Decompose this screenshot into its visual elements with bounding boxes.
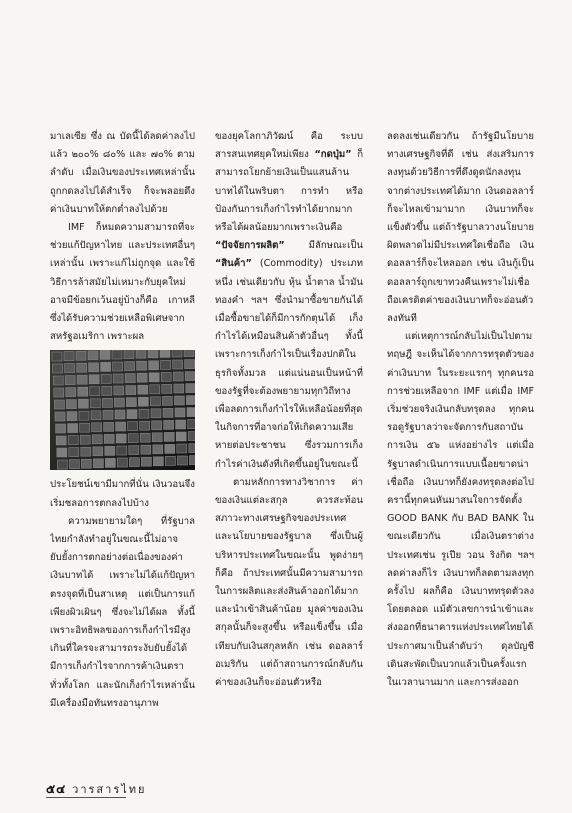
display-tile [80,424,90,433]
display-tile [150,385,160,394]
display-tile [148,350,158,358]
text-column-3 [387,128,534,768]
display-tile [188,432,195,441]
display-tile [177,456,187,465]
display-tile [66,400,76,409]
display-tile [91,411,101,420]
display-tile [127,410,137,419]
display-tile [81,460,91,469]
paragraph [215,128,363,474]
display-tile [175,408,185,417]
display-tile [176,432,186,441]
display-tile [113,362,123,371]
display-tile [104,423,114,432]
display-tile [136,350,146,358]
paragraph: ความพยายามใดๆ ที่รัฐบาลไทยกำลังทำอยู่ในขณะนี้ไม่อาจยับยั้งการตกอย่างต่อเนื่องของค่าเงินบาทได้ เพราะไม่ได้แก้ปัญหาตรงจุดที่เป็นสาเหตุ แต่เป็นการแก้เพียงผิวเผินๆ ซึ่งจะไม่ได้ผล ทั้งนี้เพราะอิทธิพลของการเก็งกำไรมีสูงเกินที่ใครจะสามารถระงับยับยั้งได้ มีการเก็งกำไรจากการค้าเงินตราทั่วทั้งโลก และนักเก็งกำไรเหล่านั้นมีเครื่องมือทันทรงอานุภาพ [50,515,195,709]
display-tile [138,386,148,395]
text-run: (Commodity) ประเภทหนึ่ง เช่นเดียวกับ หุ้น น้ำตาล น้ำมัน ทองคำ ฯลฯ ซึ่งนำมาซื้อขายกันได้ เมื่อซื้อขายได้ก็มีการกักตุนได้ เก็งกำไรได้เหมือนสินค้าตัวอื่นๆ ทั้งนี้เพราะการเก็งกำไรเป็นเรื่องปกติในธุรกิจทั้งมวล แต่แน่นอนเป็นหน้าที่ของรัฐที่จะต้องพยายามทุกวิถีทาง เพื่อลดการเก็งกำไรให้เหลือน้อยที่สุดในกิจการที่อาจก่อให้เกิดความเสียหายต่อประชาชน ซึ่งรวมการเก็งกำไรค่าเงินดังที่เกิดขึ้นอยู่ในขณะนี้ [215,258,363,470]
display-tile [102,387,112,396]
paragraph: ตามหลักการทางวิชาการ ค่าของเงินแต่ละสกุล ควรสะท้อนสภาวะทางเศรษฐกิจของประเทศและนโยบายของรัฐบาล ซึ่งเป็นผู้บริหารประเทศในขณะนั้น พูดง่ายๆ ก็คือ ถ้าประเทศนั้นมีความสามารถในการผลิตและส่งสินค้าออกได้มาก และนำเข้าสินค้าน้อย มูลค่าของเงินสกุลนั้นก็จะสูงขึ้น หรือแข็งขึ้น เมื่อเทียบกับเงินสกุลหลัก เช่น ดอลลาร์อเมริกัน แต่ถ้าสถานการณ์กลับกันค่าของเงินก็จะอ่อนตัวหรือ [215,476,363,689]
display-tile [153,457,163,466]
display-tile [117,446,127,455]
paragraph: มาเลเซีย ซึ่ง ณ บัดนี้ได้ลดค่าลงไปแล้ว ๒๐๐% ๘๐% และ ๗๐% ตามลำดับ เมื่อเงินของประเทศเหล่านั้นถูกกดลงไปได้สำเร็จ ก็จะพลอยดึงค่าเงินบาทให้ตกต่ำลงไปด้วย [50,131,195,215]
display-tile [90,387,100,396]
display-tile [141,446,151,455]
display-tile [57,448,67,457]
photo-graphic [50,350,195,470]
display-tile [112,350,122,359]
text-column-1 [50,128,195,768]
display-tile [57,460,67,469]
quoted-term: “สินค้า” [215,258,252,270]
display-tile [68,436,78,445]
display-tile [189,456,195,465]
display-tile [163,409,173,418]
display-tile [125,362,135,371]
display-tile [174,384,184,393]
display-tile [161,361,171,370]
display-tile [153,445,163,454]
display-tile [54,388,64,397]
text-run: ก็สามารถโยกย้ายเงินเป็นแสนล้านบาทได้ในพริบตา การทำ หรือป้องกันการเก็งกำไรทำได้ยากมาก หรือได้ผลน้อยมากเพราะเงินคือ [215,149,363,234]
display-tile [77,364,87,373]
display-tile [161,373,171,382]
display-tile [65,376,75,385]
paragraph: แต่เหตุการณ์กลับไม่เป็นไปตามทฤษฎี จะเห็นได้จากการทรุดตัวของค่าเงินบาท ในระยะแรกๆ ทุกคนรอการช่วยเหลือจาก IMF แต่เมื่อ IMF เริ่มช่วยจริงเงินกลับทรุดลง ทุกคนรอดูรัฐบาลว่าจะจัดการกับสถาบันการเงิน ๕๖ แห่งอย่างไร แต่เมื่อรัฐบาลดำเนินการแบบเนื้อยขาดน่าเชื่อถือ เงินบาทก็ยังคงทรุดลงต่อไป ครานี้ทุกคนหันมาสนใจการจัดตั้ง GOOD BANK กับ BAD BANK ในขณะเดียวกัน เมื่อเงินตราต่างประเทศเช่น รูเปีย วอน ริงกิต ฯลฯ ลดค่าลงก็ไร เงินบาทก็ลดตามลงทุกครั้งไป ผลก็คือ เงินบาททรุดตัวลงโดยตลอด แม้ตัวเลขการนำเข้าและส่งออกที่ธนาคารแห่งประเทศไทยได้ประกาศมาเป็นลำดับว่า ดุลบัญชีเดินสะพัดเป็นบวกแล้วเป็นครั้งแรกในเวลานานมาก และการส่งออก [387,331,534,689]
display-tile [138,398,148,407]
display-tile [152,433,162,442]
display-tile [89,375,99,384]
display-tile [90,399,100,408]
display-tile [185,372,195,381]
display-tile [165,457,175,466]
display-tile [76,352,86,361]
display-tile [78,400,88,409]
display-tile [137,362,147,371]
display-tile [89,363,99,372]
display-tile [149,373,159,382]
display-tile [114,386,124,395]
footer-rule [46,797,126,798]
display-tile [185,360,195,369]
display-tile [177,444,187,453]
display-tile [103,411,113,420]
display-tile [115,410,125,419]
display-tile [64,352,74,361]
display-tile [100,351,110,360]
display-tile [104,435,114,444]
text-run: ของยุคโลกาภิวัฒน์ คือ ระบบสารสนเทศยุคใหม่เพียง [215,131,363,161]
display-tile [67,412,77,421]
quoted-term: “กดปุ่ม” [314,149,352,161]
display-tile [165,445,175,454]
display-tile [139,410,149,419]
display-tile [101,363,111,372]
display-tile [128,422,138,431]
display-tile [93,447,103,456]
display-tile [65,364,75,373]
display-tile [78,388,88,397]
display-tile [93,459,103,468]
display-tile [116,422,126,431]
display-tile [52,352,62,361]
display-tile [162,397,172,406]
paragraph: IMF ก็หมดความสามารถที่จะช่วยแก้ปัญหาไทย และประเทศอื่นๆ เหล่านั้น เพราะแก้ไม่ถูกจุด และใช้วิธีการล้าสมัยไม่เหมาะกับยุคใหม่ อาจมีข้อยกเว้นอยู่บ้างก็คือ เกาหลี ซึ่งได้รับความช่วยเหลือพิเศษจากสหรัฐอเมริกา เพราะผล [50,222,195,343]
text-run: มีลักษณะเป็น [284,240,363,252]
display-tile [68,424,78,433]
display-tile [105,447,115,456]
display-tile [56,436,66,445]
display-tile [152,421,162,430]
display-tile [80,436,90,445]
display-tile [129,446,139,455]
display-tile [77,376,87,385]
display-tile [114,398,124,407]
display-tile [88,351,98,360]
display-tile [128,434,138,443]
display-tile [102,399,112,408]
display-tile [140,422,150,431]
display-tile [79,412,89,421]
display-tile [186,396,195,405]
display-tile [53,364,63,373]
display-tile [101,375,111,384]
display-tile [173,360,183,369]
display-tile [81,448,91,457]
page-footer [46,776,146,802]
display-tile [141,458,151,467]
display-tile [69,448,79,457]
display-tile [151,409,161,418]
display-tile [186,384,195,393]
display-tile [174,396,184,405]
display-tile [124,350,134,359]
trading-board-photo [50,350,195,470]
display-tile [66,388,76,397]
display-tile [116,434,126,443]
text-column-2 [215,128,363,768]
display-tile [55,412,65,421]
display-tile [150,397,160,406]
display-tile [126,386,136,395]
display-tile [187,408,195,417]
display-tile [113,374,123,383]
display-tile [125,374,135,383]
display-tile [69,460,79,469]
display-tile [160,350,170,357]
display-tile [162,385,172,394]
display-tile [56,424,66,433]
magazine-name: วารสารไทย [72,783,147,796]
display-tile [184,350,194,357]
display-tile [92,435,102,444]
display-tile [164,433,174,442]
display-tile [53,376,63,385]
display-tile [105,459,115,468]
paragraph: ประโยชน์เขามีมากที่นั่น เงินวอนจึงเริ่มชลอการตกลงไปบ้าง [50,479,195,509]
display-tile [176,420,186,429]
display-tile [129,458,139,467]
quoted-term: “ปัจจัยการผลิต” [215,240,285,252]
paragraph: ลดลงเช่นเดียวกัน ถ้ารัฐมีนโยบายทางเศรษฐกิจที่ดี เช่น ส่งเสริมการลงทุนด้วยวิธีการที่ดึงดูดนักลงทุนจากต่างประเทศได้มาก เงินดอลลาร์ก็จะไหลเข้ามามาก เงินบาทก็จะแข็งตัวขึ้น แต่ถ้ารัฐบาลวางนโยบายผิดพลาดไม่มีประเทศใดเชื่อถือ เงินดอลลาร์ก็จะไหลออก เช่น เงินกู้เป็นดอลลาร์ถูกเขาทวงคืนเพราะไม่เชื่อถือเครดิตค่าของเงินบาทก็จะอ่อนตัวลงทันที [387,131,534,325]
display-tile [137,374,147,383]
display-tile [149,361,159,370]
display-tile [140,434,150,443]
page-number: ๕๔ [46,781,67,796]
display-tile [189,444,195,453]
display-tile [172,350,182,357]
display-tile [92,423,102,432]
display-tile [54,400,64,409]
display-tile [173,372,183,381]
display-tile [117,458,127,467]
display-tile [164,421,174,430]
display-tile [126,398,136,407]
display-tile [188,420,195,429]
